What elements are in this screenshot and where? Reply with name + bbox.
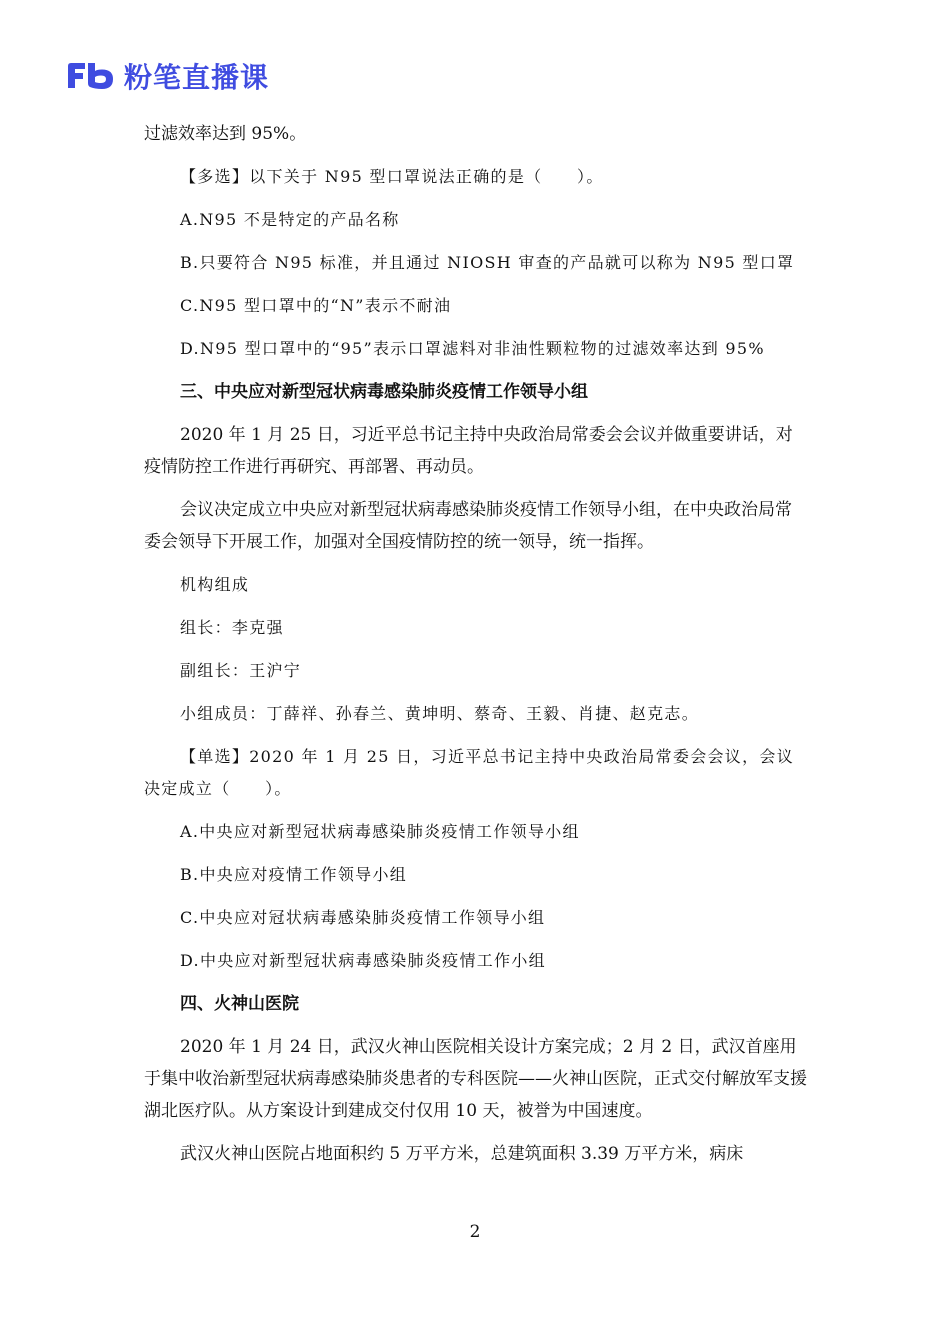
fenbi-logo-icon [66, 60, 116, 92]
question-1-option-a: A.N95 不是特定的产品名称 [180, 210, 400, 229]
org-members: 小组成员：丁薛祥、孙春兰、黄坤明、蔡奇、王毅、肖捷、赵克志。 [180, 704, 700, 723]
section-4-paragraph-2: 武汉火神山医院占地面积约 5 万平方米，总建筑面积 3.39 万平方米，病床 [180, 1144, 744, 1164]
section-4-paragraph-1: 2020 年 1 月 24 日，武汉火神山医院相关设计方案完成；2 月 2 日，武汉首座用于集中收治新型冠状病毒感染肺炎患者的专科医院——火神山医院，正式交付解放军支援湖北医疗队。从方案设计到建成交付仅用 10 天，被誉为中国速度。 [144, 1037, 807, 1121]
section-3-paragraph-2: 会议决定成立中央应对新型冠状病毒感染肺炎疫情工作领导小组，在中央政治局常委会领导下开展工作，加强对全国疫情防控的统一领导，统一指挥。 [144, 500, 792, 552]
question-2-option-b: B.中央应对疫情工作领导小组 [180, 865, 408, 884]
org-leader: 组长：李克强 [180, 618, 284, 637]
question-1-option-b: B.只要符合 N95 标准，并且通过 NIOSH 审查的产品就可以称为 N95 型口罩 [180, 253, 795, 272]
header [66, 56, 269, 96]
section-3-heading: 三、中央应对新型冠状病毒感染肺炎疫情工作领导小组 [180, 382, 588, 402]
question-2-option-d: D.中央应对新型冠状病毒感染肺炎疫情工作小组 [180, 951, 546, 970]
question-1-stem: 【多选】以下关于 N95 型口罩说法正确的是（ ）。 [180, 167, 604, 186]
question-1-option-c: C.N95 型口罩中的“N”表示不耐油 [180, 296, 452, 315]
page-number: 2 [469, 1222, 481, 1242]
question-1-option-d: D.N95 型口罩中的“95”表示口罩滤料对非油性颗粒物的过滤效率达到 95% [180, 339, 765, 358]
question-2-option-a: A.中央应对新型冠状病毒感染肺炎疫情工作领导小组 [180, 822, 580, 841]
paragraph-continuation: 过滤效率达到 95%。 [144, 124, 307, 144]
brand-name: 粉笔直播课 [124, 61, 270, 94]
section-3-paragraph-1: 2020 年 1 月 25 日，习近平总书记主持中央政治局常委会会议并做重要讲话，对疫情防控工作进行再研究、再部署、再动员。 [144, 425, 793, 477]
org-title: 机构组成 [180, 575, 250, 594]
section-4-heading: 四、火神山医院 [180, 994, 299, 1014]
question-2-stem: 【单选】2020 年 1 月 25 日，习近平总书记主持中央政治局常委会会议，会议决定成立（ ）。 [144, 747, 794, 798]
org-deputy: 副组长：王沪宁 [180, 661, 302, 680]
question-2-option-c: C.中央应对冠状病毒感染肺炎疫情工作领导小组 [180, 908, 546, 927]
document-body [144, 118, 808, 1170]
